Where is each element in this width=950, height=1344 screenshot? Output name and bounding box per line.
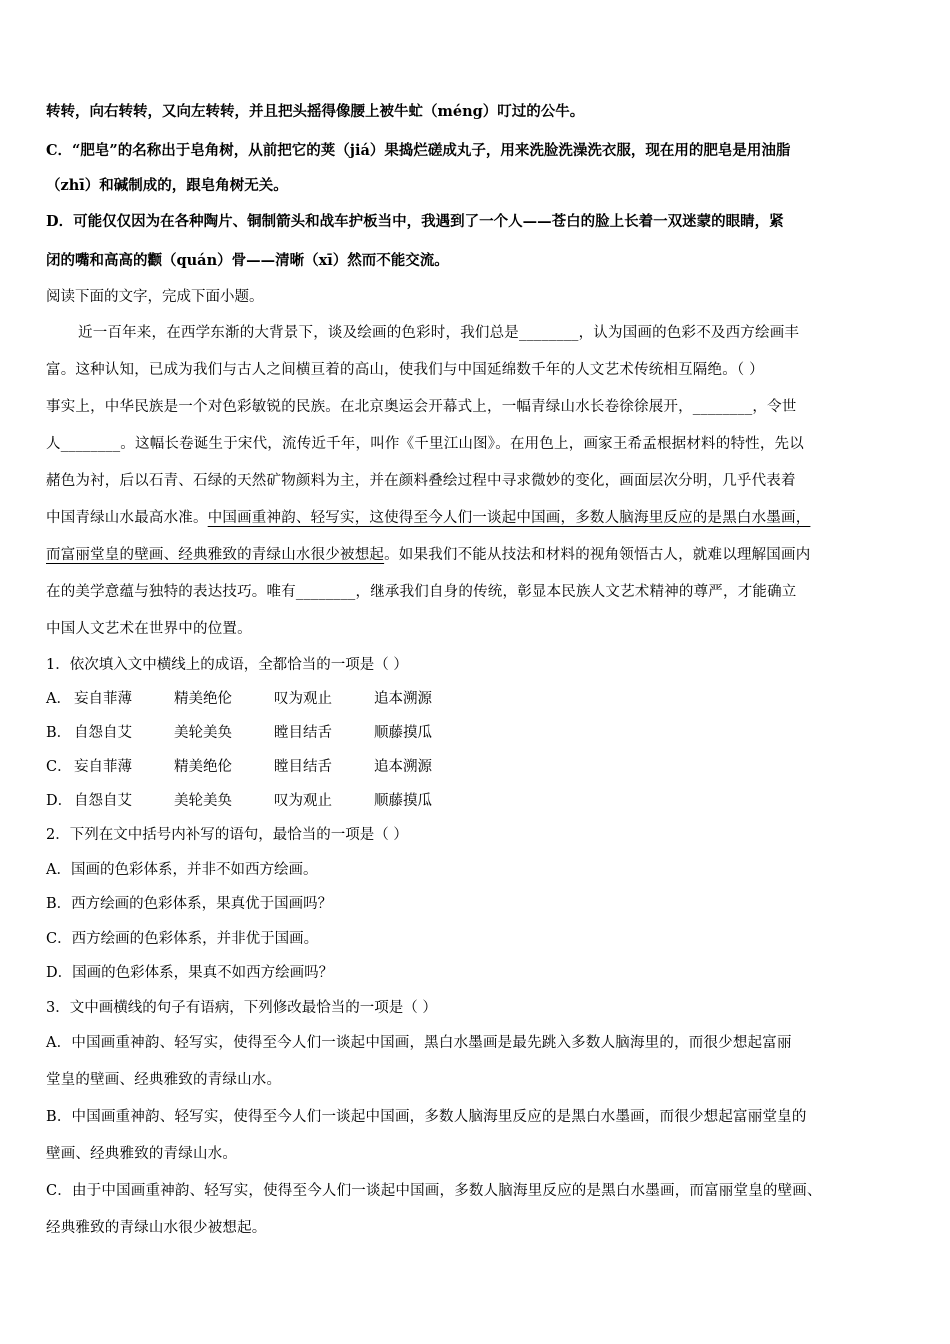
option-word: 精美绝伦 bbox=[174, 691, 232, 707]
question-1-option-c[interactable] bbox=[46, 750, 906, 784]
question-1-option-d[interactable] bbox=[46, 784, 906, 818]
passage-line: 富。这种认知，已成为我们与古人之间横亘着的高山，使我们与中国延绵数千年的人文艺术传统相互隔绝。（ ） bbox=[46, 361, 764, 378]
option-word: 美轮美奂 bbox=[174, 793, 232, 809]
prev-option-b-continuation: 转转，向右转转，又向左转转，并且把头摇得像腰上被牛虻（méng）叮过的公牛。 bbox=[46, 103, 585, 120]
option-letter: B． bbox=[46, 725, 72, 741]
option-word: 叹为观止 bbox=[274, 691, 332, 707]
question-3-option-b[interactable] bbox=[46, 1099, 906, 1173]
question-2 bbox=[46, 818, 906, 991]
passage-line: 赭色为衬，后以石青、石绿的天然矿物颜料为主，并在颜料叠绘过程中寻求微妙的变化，画面层次分明，几乎代表着 bbox=[46, 472, 796, 489]
option-text-line: B．中国画重神韵、轻写实，使得至今人们一谈起中国画，多数人脑海里反应的是黑白水墨画，而很少想起富丽堂皇的 bbox=[46, 1109, 807, 1125]
passage-line bbox=[46, 537, 906, 574]
prev-option-c-line1: C．“肥皂”的名称出于皂角树，从前把它的荚（jiá）果捣烂磋成丸子，用来洗脸洗澡洗衣服，现在用的肥皂是用油脂 bbox=[46, 142, 791, 159]
question-2-option-a[interactable]: A．国画的色彩体系，并非不如西方绘画。 bbox=[46, 861, 318, 878]
reading-passage bbox=[46, 315, 906, 648]
option-text-line: C．由于中国画重神韵、轻写实，使得至今人们一谈起中国画，多数人脑海里反应的是黑白水墨画，而富丽堂皇的壁画、 bbox=[46, 1183, 822, 1199]
option-word: 精美绝伦 bbox=[174, 759, 232, 775]
option-word: 瞠目结舌 bbox=[274, 759, 332, 775]
question-3-option-a[interactable] bbox=[46, 1025, 906, 1099]
question-3 bbox=[46, 991, 906, 1248]
option-letter: C． bbox=[46, 759, 72, 775]
option-word: 追本溯源 bbox=[374, 691, 432, 707]
question-2-stem: 2．下列在文中括号内补写的语句，最恰当的一项是（ ） bbox=[46, 827, 408, 843]
option-word: 追本溯源 bbox=[374, 759, 432, 775]
underlined-sentence: 而富丽堂皇的壁画、经典雅致的青绿山水很少被想起 bbox=[46, 546, 385, 563]
reading-instruction: 阅读下面的文字，完成下面小题。 bbox=[46, 289, 264, 305]
option-word: 瞠目结舌 bbox=[274, 725, 332, 741]
exam-page bbox=[46, 96, 906, 1247]
passage-line: 中国人文艺术在世界中的位置。 bbox=[46, 620, 252, 637]
prev-option-d-line2: 闭的嘴和高高的颧（quán）骨——清晰（xī）然而不能交流。 bbox=[46, 252, 449, 269]
option-word: 叹为观止 bbox=[274, 793, 332, 809]
passage-line: 在的美学意蕴与独特的表达技巧。唯有________，继承我们自身的传统，彰显本民族人文艺术精神的尊严，才能确立 bbox=[46, 583, 797, 600]
question-2-option-c[interactable]: C．西方绘画的色彩体系，并非优于国画。 bbox=[46, 930, 319, 947]
option-word: 美轮美奂 bbox=[174, 725, 232, 741]
option-text-line: 堂皇的壁画、经典雅致的青绿山水。 bbox=[46, 1072, 282, 1088]
passage-text: 中国青绿山水最高水准。 bbox=[46, 509, 208, 526]
passage-line bbox=[46, 500, 906, 537]
option-letter: D． bbox=[46, 793, 73, 809]
prev-option-d-line1: D．可能仅仅因为在各种陶片、铜制箭头和战车护板当中，我遇到了一个人——苍白的脸上长着一双迷蒙的眼睛，紧 bbox=[46, 213, 784, 230]
question-1 bbox=[46, 648, 906, 819]
option-text-line: 壁画、经典雅致的青绿山水。 bbox=[46, 1146, 238, 1162]
option-text-line: 经典雅致的青绿山水很少被想起。 bbox=[46, 1220, 267, 1236]
option-word: 妄自菲薄 bbox=[74, 759, 132, 775]
question-2-option-b[interactable]: B．西方绘画的色彩体系，果真优于国画吗？ bbox=[46, 896, 333, 912]
passage-line: 事实上，中华民族是一个对色彩敏锐的民族。在北京奥运会开幕式上，一幅青绿山水长卷徐徐展开，________，令世 bbox=[46, 398, 797, 415]
option-letter: A． bbox=[46, 691, 71, 707]
passage-text: 。如果我们不能从技法和材料的视角领悟古人，就难以理解国画内 bbox=[384, 546, 811, 563]
question-2-option-d[interactable]: D．国画的色彩体系，果真不如西方绘画吗？ bbox=[46, 965, 334, 981]
question-1-option-a[interactable] bbox=[46, 682, 906, 716]
option-text-line: A．中国画重神韵、轻写实，使得至今人们一谈起中国画，黑白水墨画是最先跳入多数人脑海里的，而很少想起富丽 bbox=[46, 1035, 792, 1051]
question-1-stem: 1．依次填入文中横线上的成语，全都恰当的一项是（ ） bbox=[46, 656, 408, 673]
passage-line: 人________。这幅长卷诞生于宋代，流传近千年，叫作《千里江山图》。在用色上，画家王希孟根据材料的特性，先以 bbox=[46, 435, 804, 452]
prev-option-c-line2: （zhī）和碱制成的，跟皂角树无关。 bbox=[46, 177, 288, 194]
option-word: 顺藤摸瓜 bbox=[374, 725, 432, 741]
question-3-option-c[interactable] bbox=[46, 1173, 906, 1247]
question-1-option-b[interactable] bbox=[46, 716, 906, 750]
option-word: 自怨自艾 bbox=[74, 725, 132, 741]
passage-line: 近一百年来，在西学东渐的大背景下，谈及绘画的色彩时，我们总是________，认为国画的色彩不及西方绘画丰 bbox=[78, 324, 800, 341]
option-word: 自怨自艾 bbox=[74, 793, 132, 809]
option-word: 顺藤摸瓜 bbox=[374, 793, 432, 809]
underlined-sentence: 中国画重神韵、轻写实，这使得至今人们一谈起中国画，多数人脑海里反应的是黑白水墨画， bbox=[207, 509, 811, 526]
question-3-stem: 3．文中画横线的句子有语病，下列修改最恰当的一项是（ ） bbox=[46, 999, 437, 1016]
option-word: 妄自菲薄 bbox=[74, 691, 132, 707]
